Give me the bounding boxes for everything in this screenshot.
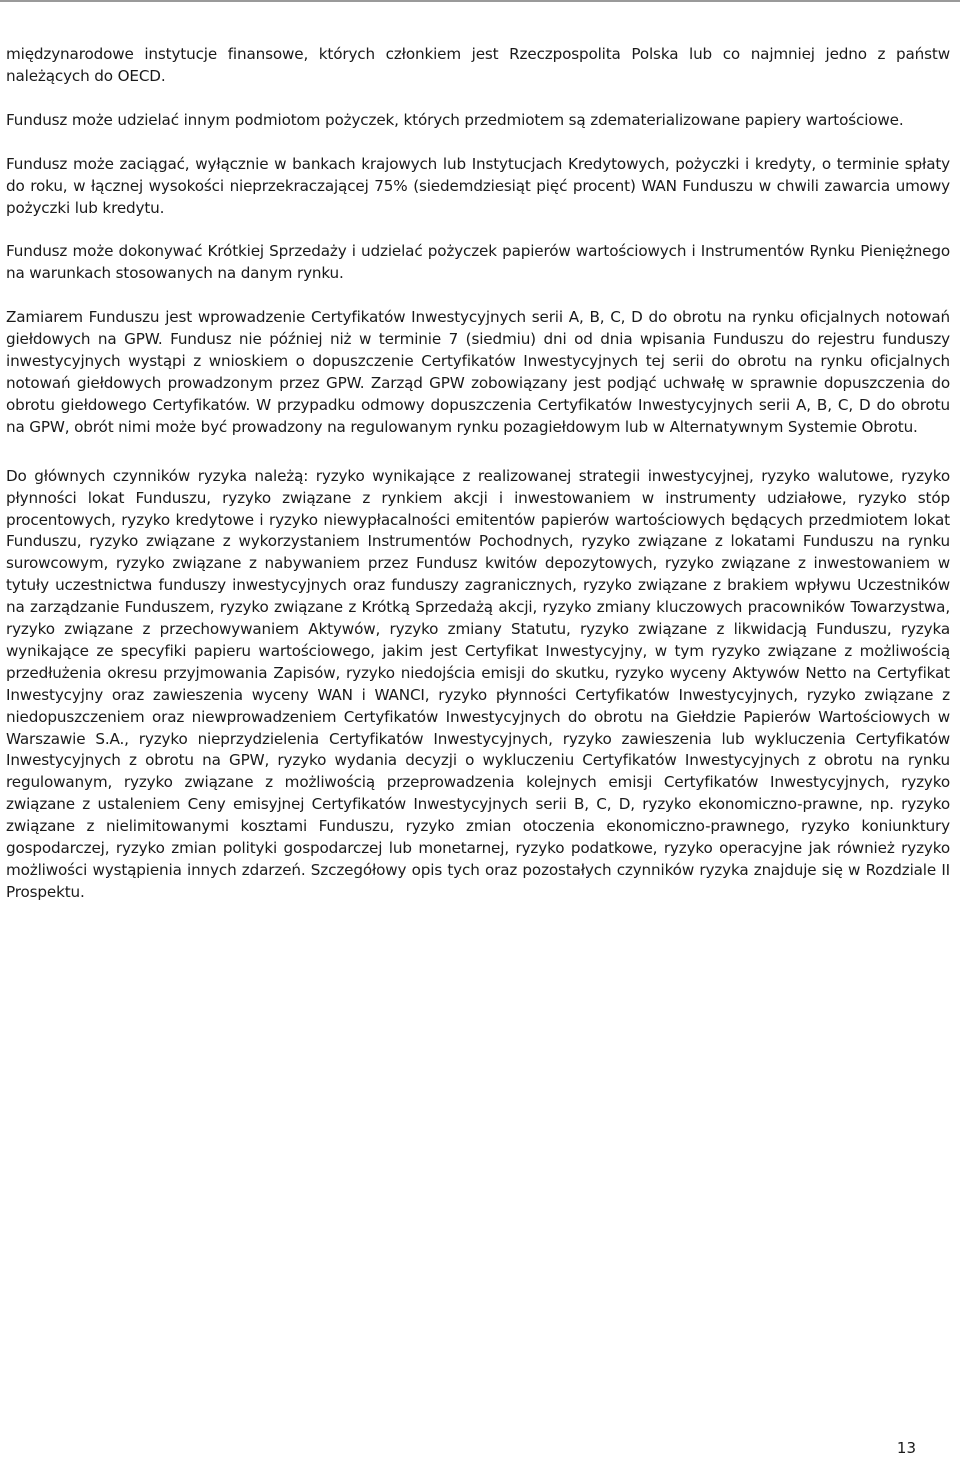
paragraph-risk-factors: Do głównych czynników ryzyka należą: ryzyko wynikające z realizowanej strategii inwestycyjnej, ryzyko walutowe, ryzyko płynności lokat Funduszu, ryzyko związane z rynkiem akcji i inwestowaniem w instrumenty udziałowe, ryzyko stóp procentowych, ryzyko kredytowe i ryzyko niewypłacalności emitentów papierów wartościowych będących przedmiotem lokat Funduszu, ryzyko związane z wykorzystaniem Instrumentów Pochodnych, ryzyko związane z lokatami Funduszu na rynku surowcowym, ryzyko związane z nabywaniem przez Fundusz kwitów depozytowych, ryzyko związane z inwestowaniem w tytuły uczestnictwa funduszy inwestycyjnych oraz funduszy zagranicznych, ryzyko związane z brakiem wpływu Uczestników na zarządzanie Funduszem, ryzyko związane z Krótką Sprzedażą akcji, ryzyko zmiany kluczowych pracowników Towarzystwa, ryzyko związane z przechowywaniem Aktywów, ryzyko zmiany Statutu, ryzyko związane z likwidacją Funduszu, ryzyka wynikające ze specyfiki papieru wartościowego, jakim jest Certyfikat Inwestycyjny, w tym ryzyko związane z możliwością przedłużenia okresu przyjmowania Zapisów, ryzyko niedojścia emisji do skutku, ryzyko wyceny Aktywów Netto na Certyfikat Inwestycyjny oraz zawieszenia wyceny WAN i WANCI, ryzyko płynności Certyfikatów Inwestycyjnych, ryzyko związane z niedopuszczeniem oraz niewprowadzeniem Certyfikatów Inwestycyjnych do obrotu na Giełdzie Papierów Wartościowych w Warszawie S.A., ryzyko nieprzydzielenia Certyfikatów Inwestycyjnych, ryzyko zawieszenia lub wykluczenia Certyfikatów Inwestycyjnych z obrotu na GPW, ryzyko wydania decyzji o wykluczeniu Certyfikatów Inwestycyjnych z obrotu na rynku regulowanym, ryzyko związane z możliwością przeprowadzenia kolejnych emisji Certyfikatów Inwestycyjnych, ryzyko związane z ustaleniem Ceny emisyjnej Certyfikatów Inwestycyjnych serii B, C, D, ryzyko ekonomiczno-prawne, np. ryzyko związane z nielimitowanymi kosztami Funduszu, ryzyko zmian otoczenia ekonomiczno-prawnego, ryzyko koniunktury gospodarczej, ryzyko zmian polityki gospodarczej lub monetarnej, ryzyko podatkowe, ryzyko operacyjne jak również ryzyko możliwości wystąpienia innych zdarzeń. Szczegółowy opis tych oraz pozostałych czynników ryzyka znajduje się w Rozdziale II Prospektu. <box>6 466 950 901</box>
document-body <box>6 44 950 904</box>
paragraph-loans-securities: Fundusz może udzielać innym podmiotom pożyczek, których przedmiotem są zdematerializowane papiery wartościowe. <box>6 110 904 129</box>
paragraph-spacer <box>6 439 950 466</box>
paragraph-short-selling: Fundusz może dokonywać Krótkiej Sprzedaży i udzielać pożyczek papierów wartościowych i Instrumentów Rynku Pieniężnego na warunkach stosowanych na danym rynku. <box>6 242 950 283</box>
paragraph-spacer <box>6 132 950 154</box>
paragraph-spacer <box>6 219 950 241</box>
paragraph-gpw-listing: Zamiarem Funduszu jest wprowadzenie Certyfikatów Inwestycyjnych serii A, B, C, D do obrotu na rynku oficjalnych notowań giełdowych na GPW. Fundusz nie później niż w terminie 7 (siedmiu) dni od dnia wpisania Funduszu do rejestru funduszy inwestycyjnych wystąpi z wnioskiem o dopuszczenie Certyfikatów Inwestycyjnych tej serii do obrotu na rynku oficjalnych notowań giełdowych prowadzonym przez GPW. Zarząd GPW zobowiązany jest podjąć uchwałę w sprawnie dopuszczenia do obrotu giełdowego Certyfikatów. W przypadku odmowy dopuszczenia Certyfikatów Inwestycyjnych serii A, B, C, D do obrotu na GPW, obrót nimi może być prowadzony na regulowanym rynku pozagiełdowym lub w Alternatywnym Systemie Obrotu. <box>6 308 950 436</box>
paragraph-borrowing-limits: Fundusz może zaciągać, wyłącznie w bankach krajowych lub Instytucjach Kredytowych, pożyczki i kredyty, o terminie spłaty do roku, w łącznej wysokości nieprzekraczającej 75% (siedemdziesiąt pięć procent) WAN Funduszu w chwili zawarcia umowy pożyczki lub kredytu. <box>6 154 950 217</box>
page-number: 13 <box>896 1439 916 1457</box>
paragraph-spacer <box>6 285 950 307</box>
page-top-rule <box>0 0 960 2</box>
paragraph-spacer <box>6 88 950 110</box>
paragraph-oecd-institutions: międzynarodowe instytucje finansowe, których członkiem jest Rzeczpospolita Polska lub co najmniej jedno z państw należących do OECD. <box>6 45 950 85</box>
